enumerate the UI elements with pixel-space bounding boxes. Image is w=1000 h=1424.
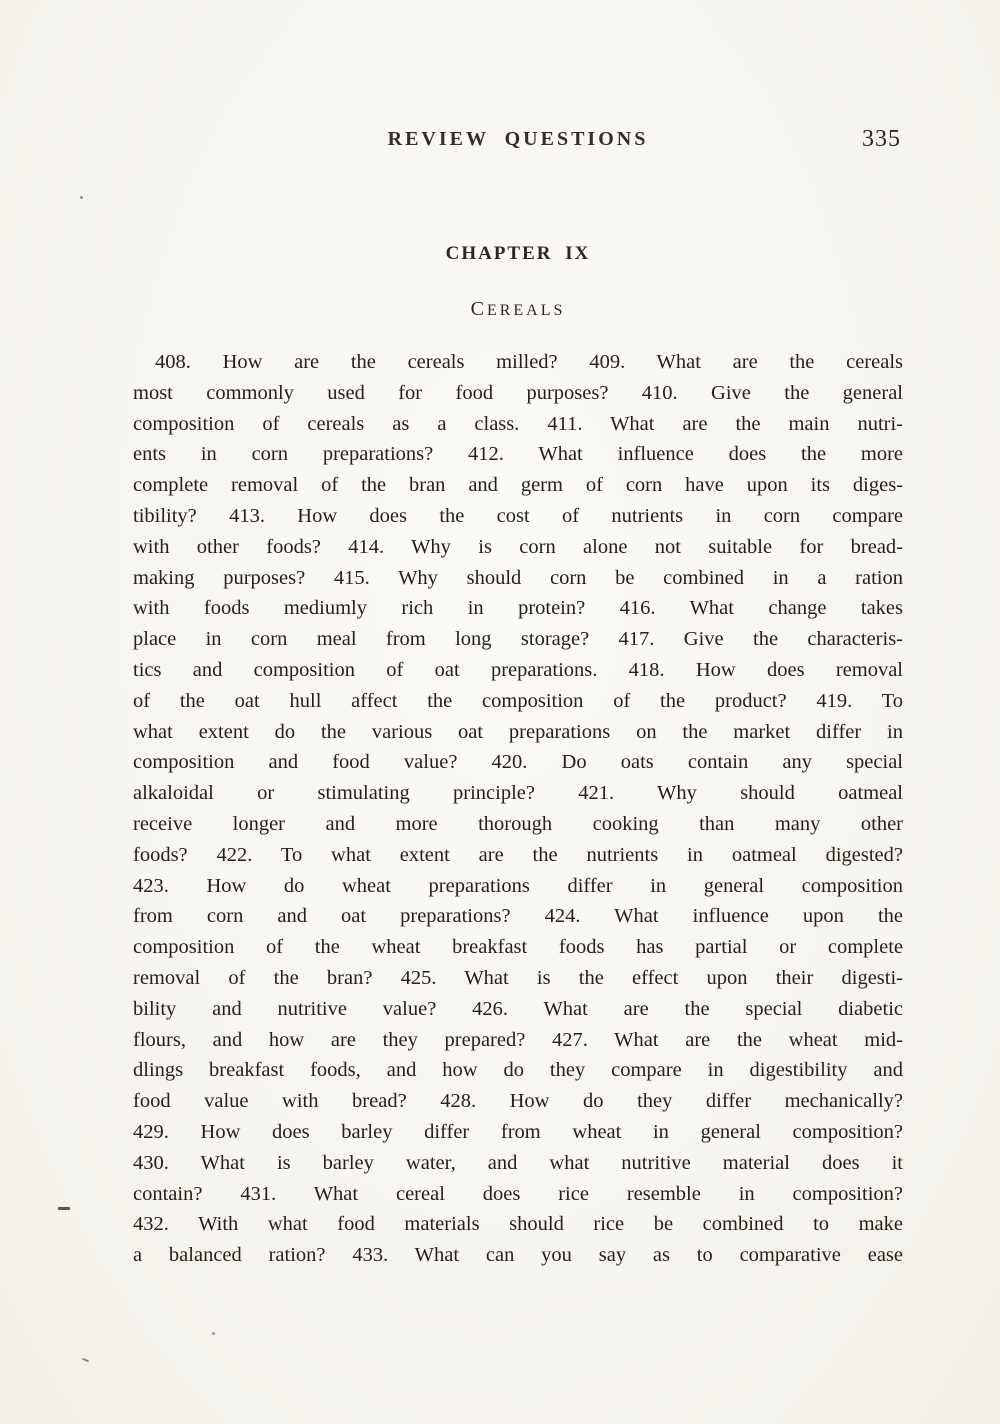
body-line: what extent do the various oat preparations on the market differ in bbox=[133, 720, 903, 743]
body-line: removal of the bran? 425. What is the effect upon their digesti- bbox=[133, 966, 903, 989]
body-line: making purposes? 415. Why should corn be combined in a ration bbox=[133, 566, 903, 589]
body-line: from corn and oat preparations? 424. What influence upon the bbox=[133, 905, 903, 928]
body-line: receive longer and more thorough cooking than many other bbox=[133, 812, 903, 835]
body-line: composition of cereals as a class. 411. What are the main nutri- bbox=[133, 412, 903, 435]
scan-artifact-tick bbox=[82, 1358, 89, 1363]
body-line: tics and composition of oat preparations. 418. How does removal bbox=[133, 658, 903, 681]
section-heading: CEREALS bbox=[470, 298, 566, 320]
body-line: place in corn meal from long storage? 417. Give the characteris- bbox=[133, 628, 903, 651]
body-line: 432. With what food materials should rice be combined to make bbox=[133, 1213, 903, 1236]
body-line: ents in corn preparations? 412. What influence does the more bbox=[133, 443, 903, 466]
content-column bbox=[133, 0, 903, 1424]
review-questions-paragraph bbox=[133, 347, 903, 1271]
body-line: a balanced ration? 433. What can you say as to comparative ease bbox=[133, 1244, 903, 1267]
body-line: alkaloidal or stimulating principle? 421. Why should oatmeal bbox=[133, 782, 903, 805]
body-line: contain? 431. What cereal does rice resemble in composition? bbox=[133, 1182, 903, 1205]
page-number: 335 bbox=[862, 126, 901, 152]
body-line: 408. How are the cereals milled? 409. What are the cereals bbox=[155, 351, 903, 373]
scan-artifact-dot bbox=[80, 196, 83, 199]
body-line: composition and food value? 420. Do oats contain any special bbox=[133, 751, 903, 774]
body-line: complete removal of the bran and germ of corn have upon its diges- bbox=[133, 474, 903, 497]
running-header-title: REVIEW QUESTIONS bbox=[387, 128, 649, 150]
body-line: 429. How does barley differ from wheat in general composition? bbox=[133, 1120, 903, 1143]
body-line: 423. How do wheat preparations differ in general composition bbox=[133, 874, 903, 897]
scan-artifact-dot bbox=[212, 1332, 215, 1335]
body-line: with foods mediumly rich in protein? 416. What change takes bbox=[133, 597, 903, 620]
body-line: with other foods? 414. Why is corn alone not suitable for bread- bbox=[133, 535, 903, 558]
body-line: of the oat hull affect the composition of the product? 419. To bbox=[133, 689, 903, 712]
body-line: flours, and how are they prepared? 427. What are the wheat mid- bbox=[133, 1028, 903, 1051]
body-line: dlings breakfast foods, and how do they compare in digestibility and bbox=[133, 1059, 903, 1082]
body-line: food value with bread? 428. How do they differ mechanically? bbox=[133, 1090, 903, 1113]
body-line: bility and nutritive value? 426. What are the special diabetic bbox=[133, 997, 903, 1020]
running-header bbox=[133, 128, 903, 162]
body-line: tibility? 413. How does the cost of nutrients in corn compare bbox=[133, 504, 903, 527]
body-line: composition of the wheat breakfast foods has partial or complete bbox=[133, 936, 903, 959]
scan-artifact-dash bbox=[58, 1207, 70, 1210]
body-line: most commonly used for food purposes? 410. Give the general bbox=[133, 381, 903, 404]
chapter-heading: CHAPTER IX bbox=[445, 243, 591, 264]
body-line: 430. What is barley water, and what nutritive material does it bbox=[133, 1151, 903, 1174]
body-line: foods? 422. To what extent are the nutrients in oatmeal digested? bbox=[133, 843, 903, 866]
